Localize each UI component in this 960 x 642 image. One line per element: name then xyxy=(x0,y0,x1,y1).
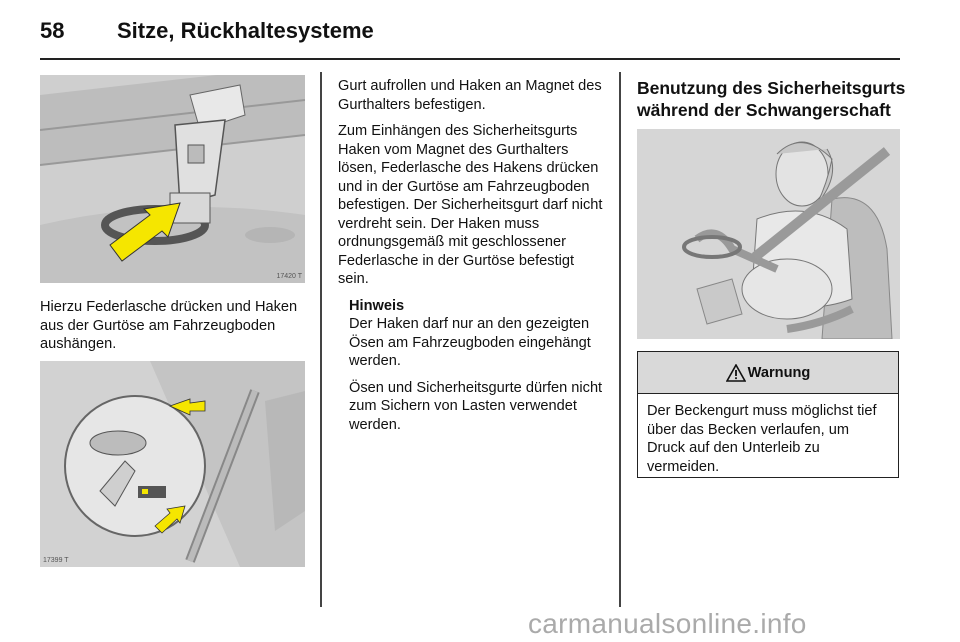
page-header xyxy=(0,0,960,60)
column-divider xyxy=(619,72,621,607)
section-heading: Benutzung des Sicherheitsgurts während der Schwangerschaft xyxy=(637,78,906,120)
note-block xyxy=(349,297,606,435)
figure-pregnancy-seatbelt xyxy=(637,129,900,339)
note-paragraph: Ösen und Sicherheitsgurte dürfen nicht zum Sichern von Lasten verwendet werden. xyxy=(349,379,603,433)
cargo-anchor-illustration xyxy=(40,361,305,567)
warning-box xyxy=(637,351,899,478)
belt-hook-illustration xyxy=(40,75,305,283)
col2-paragraph: Zum Einhängen des Sicherheitsgurts Haken vom Magnet des Gurthalters lösen, Federlasche des Hakens drücken und in der Gurtöse am Fahrzeugboden befestigen. Der Sicherheitsgurt darf nicht verdreht sein. Der Haken muss ordnungsgemäß mit geschlossener Federlasche in der Gurtöse befestigt sein. xyxy=(338,123,603,287)
warning-text: Der Beckengurt muss möglichst tief über das Becken verlaufen, um Druck auf den Unterleib zu vermeiden. xyxy=(647,403,877,475)
header-rule xyxy=(40,58,900,60)
col2-paragraph: Gurt aufrollen und Haken an Magnet des Gurthalters befestigen. xyxy=(338,78,602,113)
warning-header xyxy=(638,352,898,394)
warning-title: Warnung xyxy=(747,364,811,381)
column-divider xyxy=(320,72,322,607)
figure-cargo-anchor xyxy=(40,361,305,567)
figure-belt-hook xyxy=(40,75,305,283)
page-number: 58 xyxy=(40,18,65,43)
col1-paragraph: Hierzu Federlasche drücken und Haken aus der Gurtöse am Fahrzeugboden aushängen. xyxy=(40,299,298,352)
col2-text xyxy=(338,77,606,442)
note-heading: Hinweis xyxy=(349,297,405,314)
figure-code: 17399 T xyxy=(43,557,69,564)
page-title: Sitze, Rückhaltesysteme xyxy=(117,18,374,43)
warning-triangle-icon xyxy=(726,364,746,382)
note-paragraph: Der Haken darf nur an den gezeigten Ösen am Fahrzeugboden eingehängt werden. xyxy=(349,316,591,369)
figure-code: 17420 T xyxy=(276,273,302,280)
watermark: carmanualsonline.info xyxy=(528,608,807,639)
pregnancy-illustration xyxy=(637,129,900,339)
